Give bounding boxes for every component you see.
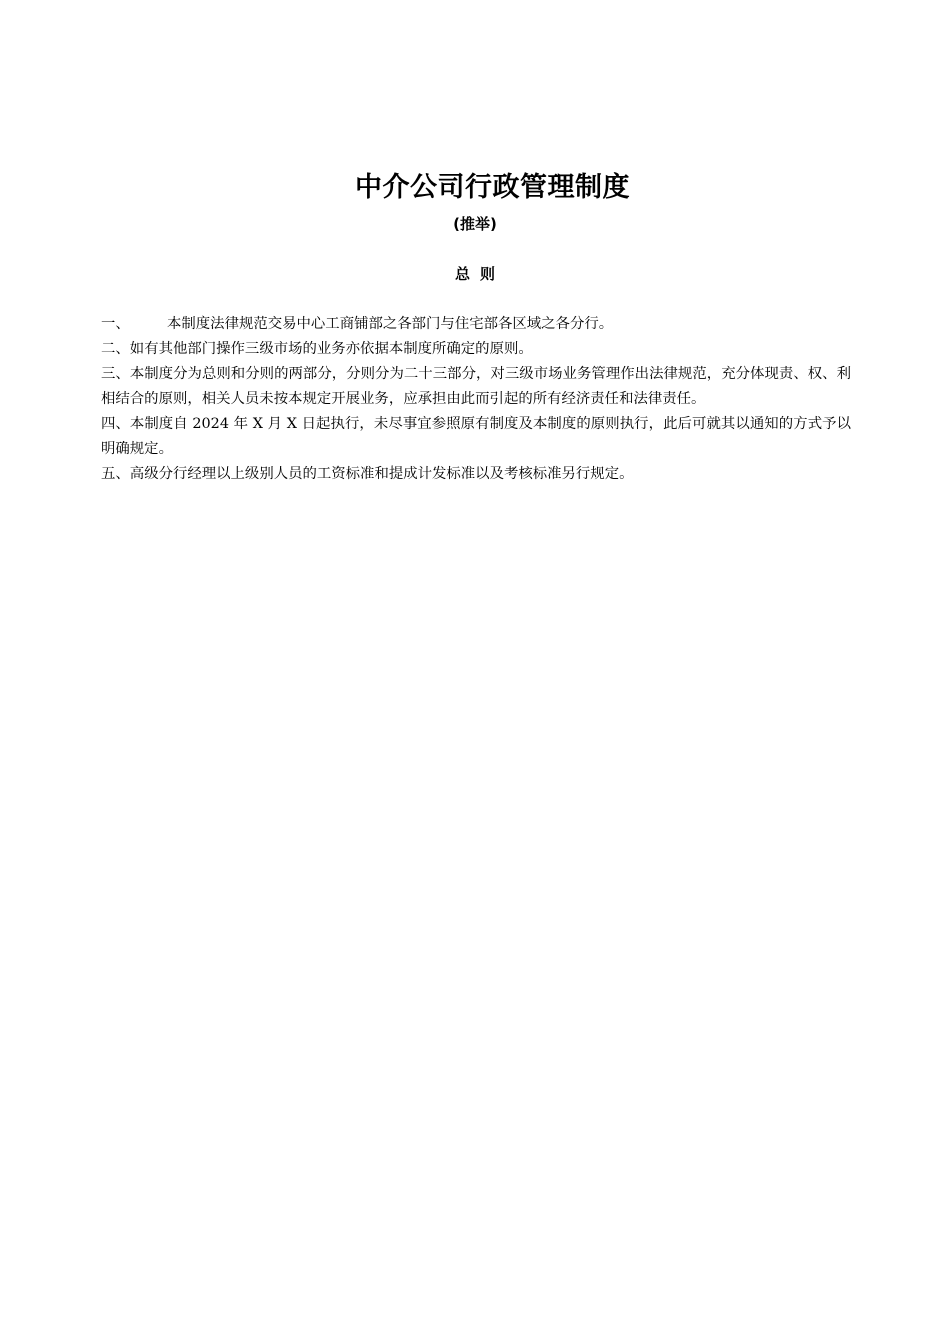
document-title: 中介公司行政管理制度 [355, 172, 630, 203]
paragraph-4 [101, 412, 851, 462]
section-heading: 总则 [454, 265, 505, 283]
paragraph-number: 一、 [101, 316, 130, 332]
paragraph-number: 二、 [101, 341, 130, 357]
document-subtitle: (推举) [453, 215, 497, 233]
paragraph-text: 本制度分为总则和分则的两部分，分则分为二十三部分，对三级市场业务管理作出法律规范，充分体现责、权、利相结合的原则，相关人员未按本规定开展业务，应承担由此而引起的所有经济责任和法律责任。 [101, 366, 851, 407]
paragraph-3 [101, 362, 851, 412]
paragraph-number: 五、 [101, 466, 130, 482]
paragraph-text: 如有其他部门操作三级市场的业务亦依据本制度所确定的原则。 [129, 341, 533, 357]
paragraph-text: 高级分行经理以上级别人员的工资标准和提成计发标准以及考核标准另行规定。 [129, 466, 634, 482]
paragraph-number: 四、 [101, 416, 130, 432]
paragraph-1 [101, 312, 851, 337]
paragraph-5 [101, 462, 851, 487]
paragraph-text: 本制度自 2024 年 X 月 X 日起执行，未尽事宜参照原有制度及本制度的原则执行，此后可就其以通知的方式予以明确规定。 [101, 416, 851, 457]
paragraph-2 [101, 337, 851, 362]
paragraph-text: 本制度法律规范交易中心工商铺部之各部门与住宅部各区域之各分行。 [167, 316, 614, 332]
paragraph-number: 三、 [101, 366, 130, 382]
document-body [101, 312, 851, 487]
